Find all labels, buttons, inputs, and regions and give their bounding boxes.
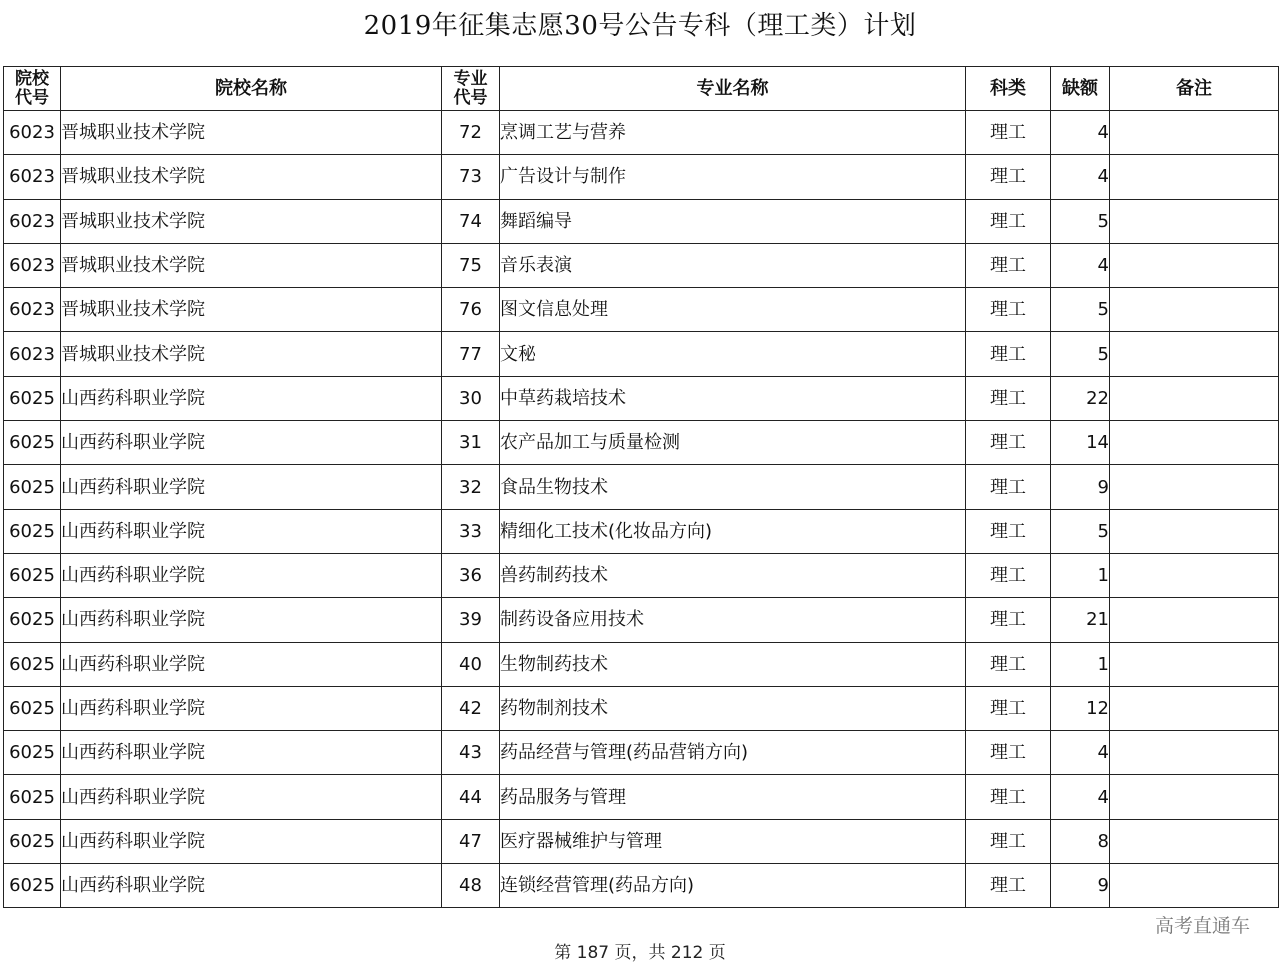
major-name-cell: 农产品加工与质量检测 [500,421,966,465]
school-name-cell: 晋城职业技术学院 [61,155,442,199]
major-code-cell: 44 [442,775,500,819]
table-row [4,731,1279,775]
table-row [4,864,1279,908]
major-name-cell: 食品生物技术 [500,465,966,509]
school-name-cell: 山西药科职业学院 [61,598,442,642]
vacancies-cell: 8 [1051,819,1110,863]
school-name-cell: 山西药科职业学院 [61,731,442,775]
table-row [4,509,1279,553]
vacancies-cell: 14 [1051,421,1110,465]
notes-cell [1110,155,1279,199]
school-name-cell: 晋城职业技术学院 [61,199,442,243]
notes-cell [1110,819,1279,863]
major-name-cell: 药品服务与管理 [500,775,966,819]
notes-cell [1110,553,1279,597]
table-row [4,686,1279,730]
school-code-cell: 6023 [4,199,61,243]
major-name-cell: 图文信息处理 [500,288,966,332]
notes-cell [1110,686,1279,730]
vacancies-cell: 9 [1051,465,1110,509]
school-code-cell: 6025 [4,376,61,420]
school-name-cell: 山西药科职业学院 [61,864,442,908]
header-major-code-text: 专业 代号 [453,68,488,108]
major-code-cell: 77 [442,332,500,376]
school-code-cell: 6025 [4,553,61,597]
major-code-cell: 42 [442,686,500,730]
school-code-cell: 6023 [4,288,61,332]
major-name-cell: 药品经营与管理(药品营销方向) [500,731,966,775]
major-name-cell: 音乐表演 [500,243,966,287]
notes-cell [1110,376,1279,420]
major-name-cell: 舞蹈编导 [500,199,966,243]
school-name-cell: 山西药科职业学院 [61,686,442,730]
school-name-cell: 山西药科职业学院 [61,509,442,553]
category-cell: 理工 [966,731,1051,775]
major-code-cell: 33 [442,509,500,553]
category-cell: 理工 [966,111,1051,155]
major-name-cell: 精细化工技术(化妆品方向) [500,509,966,553]
table-row [4,465,1279,509]
vacancies-cell: 4 [1051,731,1110,775]
vacancies-cell: 4 [1051,775,1110,819]
school-name-cell: 晋城职业技术学院 [61,288,442,332]
header-major-code [442,67,500,111]
vacancies-cell: 21 [1051,598,1110,642]
major-name-cell: 制药设备应用技术 [500,598,966,642]
school-code-cell: 6025 [4,642,61,686]
category-cell: 理工 [966,332,1051,376]
vacancies-cell: 5 [1051,509,1110,553]
major-code-cell: 36 [442,553,500,597]
plan-table [3,66,1279,908]
major-name-cell: 广告设计与制作 [500,155,966,199]
page-title: 2019年征集志愿30号公告专科（理工类）计划 [363,11,917,41]
school-code-cell: 6025 [4,731,61,775]
category-cell: 理工 [966,553,1051,597]
table-row [4,111,1279,155]
category-cell: 理工 [966,421,1051,465]
vacancies-cell: 1 [1051,642,1110,686]
school-name-cell: 山西药科职业学院 [61,553,442,597]
category-cell: 理工 [966,243,1051,287]
table-row [4,775,1279,819]
header-row [4,67,1279,111]
table-row [4,155,1279,199]
category-cell: 理工 [966,819,1051,863]
school-code-cell: 6025 [4,509,61,553]
vacancies-cell: 9 [1051,864,1110,908]
table-row [4,819,1279,863]
school-name-cell: 山西药科职业学院 [61,819,442,863]
school-name-cell: 山西药科职业学院 [61,421,442,465]
school-code-cell: 6023 [4,332,61,376]
school-code-cell: 6025 [4,864,61,908]
school-code-cell: 6023 [4,111,61,155]
notes-cell [1110,111,1279,155]
school-code-cell: 6025 [4,686,61,730]
table-row [4,243,1279,287]
notes-cell [1110,598,1279,642]
major-code-cell: 76 [442,288,500,332]
school-name-cell: 山西药科职业学院 [61,376,442,420]
header-vacancies: 缺额 [1051,67,1110,111]
category-cell: 理工 [966,288,1051,332]
school-code-cell: 6025 [4,775,61,819]
school-name-cell: 晋城职业技术学院 [61,243,442,287]
major-code-cell: 43 [442,731,500,775]
notes-cell [1110,731,1279,775]
major-code-cell: 40 [442,642,500,686]
header-school-code [4,67,61,111]
category-cell: 理工 [966,864,1051,908]
vacancies-cell: 5 [1051,199,1110,243]
notes-cell [1110,243,1279,287]
table-row [4,598,1279,642]
major-code-cell: 75 [442,243,500,287]
category-cell: 理工 [966,642,1051,686]
vacancies-cell: 4 [1051,243,1110,287]
school-name-cell: 晋城职业技术学院 [61,332,442,376]
major-code-cell: 74 [442,199,500,243]
major-code-cell: 30 [442,376,500,420]
notes-cell [1110,465,1279,509]
vacancies-cell: 5 [1051,288,1110,332]
major-code-cell: 72 [442,111,500,155]
category-cell: 理工 [966,155,1051,199]
major-name-cell: 生物制药技术 [500,642,966,686]
category-cell: 理工 [966,598,1051,642]
major-name-cell: 医疗器械维护与管理 [500,819,966,863]
vacancies-cell: 12 [1051,686,1110,730]
major-name-cell: 文秘 [500,332,966,376]
school-code-cell: 6025 [4,819,61,863]
category-cell: 理工 [966,376,1051,420]
school-code-cell: 6025 [4,598,61,642]
table-row [4,288,1279,332]
header-school-name: 院校名称 [61,67,442,111]
watermark-text: 高考直通车 [1154,915,1250,937]
major-code-cell: 47 [442,819,500,863]
major-name-cell: 药物制剂技术 [500,686,966,730]
major-name-cell: 烹调工艺与营养 [500,111,966,155]
school-name-cell: 山西药科职业学院 [61,642,442,686]
school-code-cell: 6025 [4,465,61,509]
table-row [4,421,1279,465]
vacancies-cell: 22 [1051,376,1110,420]
category-cell: 理工 [966,775,1051,819]
major-code-cell: 31 [442,421,500,465]
school-code-cell: 6023 [4,155,61,199]
table-row [4,332,1279,376]
major-code-cell: 48 [442,864,500,908]
school-code-cell: 6023 [4,243,61,287]
notes-cell [1110,421,1279,465]
vacancies-cell: 5 [1051,332,1110,376]
major-name-cell: 连锁经营管理(药品方向) [500,864,966,908]
header-school-code-text: 院校 代号 [15,68,49,108]
table-row [4,199,1279,243]
category-cell: 理工 [966,199,1051,243]
notes-cell [1110,199,1279,243]
vacancies-cell: 4 [1051,111,1110,155]
major-code-cell: 39 [442,598,500,642]
header-notes: 备注 [1110,67,1279,111]
major-code-cell: 73 [442,155,500,199]
major-name-cell: 中草药栽培技术 [500,376,966,420]
vacancies-cell: 4 [1051,155,1110,199]
school-name-cell: 山西药科职业学院 [61,465,442,509]
category-cell: 理工 [966,509,1051,553]
vacancies-cell: 1 [1051,553,1110,597]
plan-table-body [4,111,1279,908]
school-code-cell: 6025 [4,421,61,465]
notes-cell [1110,775,1279,819]
header-category: 科类 [966,67,1051,111]
table-row [4,376,1279,420]
notes-cell [1110,332,1279,376]
notes-cell [1110,642,1279,686]
notes-cell [1110,864,1279,908]
category-cell: 理工 [966,686,1051,730]
category-cell: 理工 [966,465,1051,509]
header-major-name: 专业名称 [500,67,966,111]
table-row [4,553,1279,597]
school-name-cell: 山西药科职业学院 [61,775,442,819]
notes-cell [1110,288,1279,332]
school-name-cell: 晋城职业技术学院 [61,111,442,155]
table-row [4,642,1279,686]
major-name-cell: 兽药制药技术 [500,553,966,597]
page-footer: 第 187 页，共 212 页 [554,943,726,963]
major-code-cell: 32 [442,465,500,509]
notes-cell [1110,509,1279,553]
